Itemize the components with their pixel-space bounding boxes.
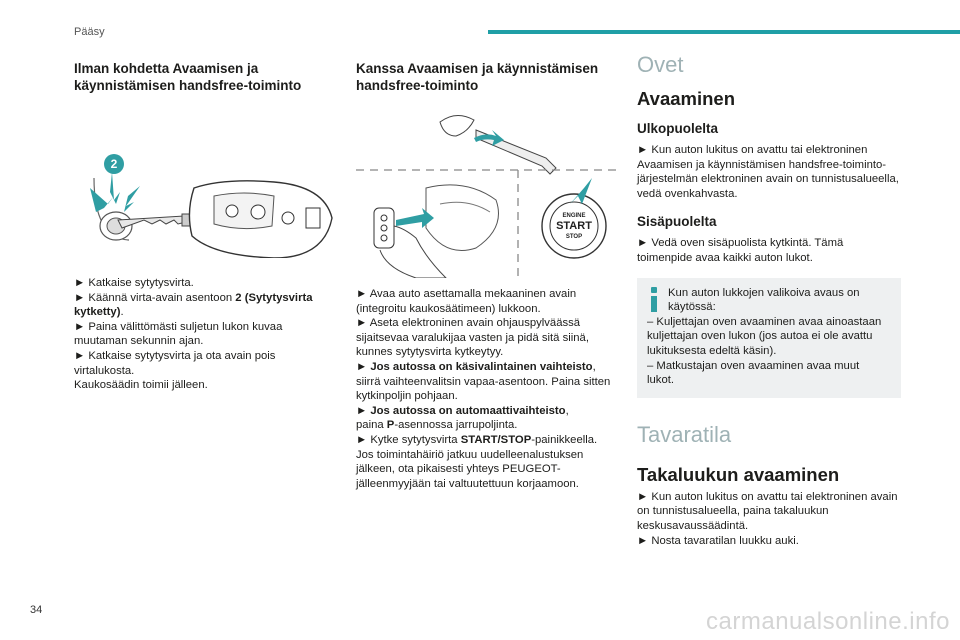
button-text-stop: STOP	[565, 234, 583, 240]
section-title-with-keyless: Kanssa Avaamisen ja käynnistämisen handsfree-toiminto	[356, 61, 599, 93]
col2-line: paina P-asennossa jarrupoljinta.	[356, 419, 518, 432]
heading-inside: Sisäpuolelta	[637, 214, 717, 230]
col2-line: ► Aseta elektroninen avain ohjauspylväässä sijaitsevaa varalukijaa vasten ja pidä sitä siinä, kunnes sytytysvirta kytkeytyy.	[356, 317, 589, 359]
col2-line: ► Jos autossa on automaattivaihteisto,	[356, 404, 569, 417]
column-with-keyless	[356, 56, 620, 491]
info-item-passenger: – Matkustajan oven avaaminen avaa muut lukot.	[647, 359, 860, 387]
heading-outside: Ulkopuolelta	[637, 121, 719, 136]
button-text-engine: ENGINE	[562, 213, 586, 219]
keyless-illustration	[356, 108, 620, 278]
col1-body	[74, 276, 336, 393]
figure-badge-2: 2	[110, 157, 118, 171]
title-trunk: Tavaratila	[637, 421, 732, 447]
col2-line: Jos toimintahäiriö jatkuu uudelleenalustuksen jälkeen, ota pikaisesti yhteys PEUGEOT-jälleenmyyjään tai valtuutettuun korjaamoon.	[356, 448, 584, 490]
header-accent-bar	[488, 30, 960, 34]
col2-line: ► Avaa auto asettamalla mekaaninen avain (integroitu kaukosäätimeen) lukkoon.	[356, 288, 577, 315]
info-intro: Kun auton lukkojen valikoiva avaus on käytössä:	[668, 286, 860, 314]
inside-text: ► Vedä oven sisäpuolista kytkintä. Tämä toimenpide avaa kaikki auton lukot.	[637, 237, 844, 264]
section-title-no-keyless: Ilman kohdetta Avaamisen ja käynnistämisen handsfree-toiminto	[74, 61, 302, 93]
col2-line: ► Jos autossa on käsivalintainen vaihteisto, siirrä vaihteenvalitsin vapaa-asentoon. Paina sitten kytkinpoljin pohjaan.	[356, 360, 611, 403]
title-doors: Ovet	[637, 52, 684, 77]
button-text-start: START	[556, 220, 592, 232]
key-remote-figure	[74, 108, 336, 258]
running-header: Pääsy	[74, 26, 105, 38]
heading-tailgate-open: Takaluukun avaaminen	[637, 463, 840, 485]
col1-line: ► Katkaise sytytysvirta ja ota avain pois virtalukosta.	[74, 349, 276, 377]
column-no-keyless	[74, 56, 336, 393]
keyless-start-figure	[356, 108, 620, 278]
watermark: carmanualsonline.info	[706, 608, 950, 635]
key-remote-illustration	[74, 108, 336, 258]
col2-body	[356, 287, 620, 491]
info-icon	[650, 287, 658, 313]
trunk-line: ► Nosta tavaratilan luukku auki.	[637, 534, 799, 547]
page-number: 34	[30, 604, 43, 616]
col1-line: Kaukosäädin toimii jälleen.	[74, 379, 208, 392]
col2-line: ► Kytke sytytysvirta START/STOP-painikkeella.	[356, 433, 598, 446]
col1-line: ► Käännä virta-avain asentoon 2 (Sytytysvirta kytketty).	[74, 291, 313, 319]
trunk-line: ► Kun auton lukitus on avattu tai elektroninen avain on tunnistusalueella, paina takaluukun keskusavaussäädintä.	[637, 490, 898, 532]
trunk-body	[637, 490, 901, 548]
outside-text: ► Kun auton lukitus on avattu tai elektroninen Avaamisen ja käynnistämisen handsfree-toiminto-järjestelmän elektroninen avain on tunnistusalueella, vedä ovenkahvasta.	[637, 144, 899, 200]
col1-line: ► Katkaise sytytysvirta.	[74, 277, 194, 289]
col1-line: ► Paina välittömästi suljetun lukon kuvaa muutaman sekunnin ajan.	[74, 320, 283, 348]
heading-unlocking: Avaaminen	[637, 88, 736, 109]
info-item-driver: – Kuljettajan oven avaaminen avaa ainoastaan kuljettajan oven lukon (jos autoa ei ole avattu lukituksesta edeltä käsin).	[647, 315, 882, 357]
info-box-selective-unlock	[637, 278, 901, 398]
column-doors-trunk	[637, 52, 901, 548]
